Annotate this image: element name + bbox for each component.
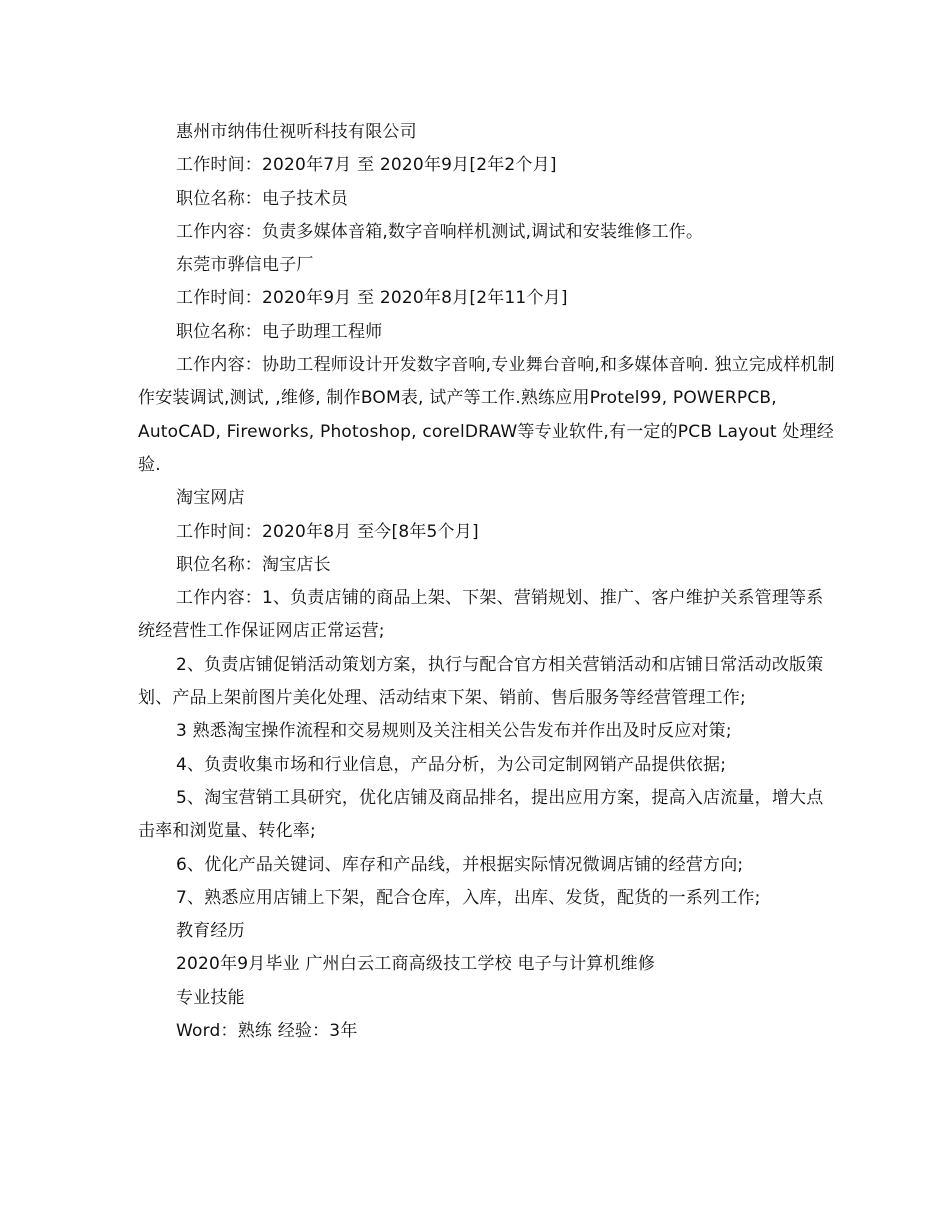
job-description: 工作内容：负责多媒体音箱,数字音响样机测试,调试和安装维修工作。 [176, 221, 704, 242]
section-heading-education: 教育经历 [176, 921, 245, 942]
section-heading-skills: 专业技能 [176, 987, 245, 1008]
duty-item: 4、负责收集市场和行业信息，产品分析，为公司定制网销产品提供依据; [176, 754, 727, 775]
resume-body [138, 116, 838, 1048]
education-entry: 2020年9月毕业 广州白云工商高级技工学校 电子与计算机维修 [176, 954, 656, 975]
duty-item: 2、负责店铺促销活动策划方案，执行与配合官方相关营销活动和店铺日常活动改版策划、产品上架前图片美化处理、活动结束下架、销前、售后服务等经营管理工作; [138, 654, 824, 709]
duty-item: 7、熟悉应用店铺上下架，配合仓库，入库，出库、发货，配货的一系列工作; [176, 887, 761, 908]
job-title: 职位名称：淘宝店长 [176, 554, 331, 575]
work-period: 工作时间：2020年7月 至 2020年9月[2年2个月] [176, 155, 557, 176]
company-name: 淘宝网店 [176, 488, 245, 509]
work-period: 工作时间：2020年8月 至今[8年5个月] [176, 521, 479, 542]
company-name: 惠州市纳伟仕视听科技有限公司 [176, 122, 417, 142]
job-title: 职位名称：电子助理工程师 [176, 321, 383, 342]
work-period: 工作时间：2020年9月 至 2020年8月[2年11个月] [176, 288, 568, 309]
skill-entry: Word：熟练 经验：3年 [176, 1021, 358, 1042]
duty-item: 5、淘宝营销工具研究，优化店铺及商品排名，提出应用方案，提高入店流量，增大点击率和浏览量、转化率; [138, 787, 824, 842]
job-description: 工作内容：1、负责店铺的商品上架、下架、营销规划、推广、客户维护关系管理等系统经营性工作保证网店正常运营; [138, 588, 824, 642]
job-description: 工作内容：协助工程师设计开发数字音响,专业舞台音响,和多媒体音响. 独立完成样机制作安装调试,测试, ,维修, 制作BOM表, 试产等工作.熟练应用Protel99, POWERPCB, AutoCAD, Fireworks, Photoshop, corelDRAW等专业软件,有一定的PCB Layout 处理经验. [138, 355, 835, 475]
duty-item: 3 熟悉淘宝操作流程和交易规则及关注相关公告发布并作出及时反应对策; [176, 721, 732, 742]
company-name: 东莞市骅信电子厂 [176, 255, 314, 276]
job-title: 职位名称：电子技术员 [176, 188, 348, 209]
duty-item: 6、优化产品关键词、库存和产品线，并根据实际情况微调店铺的经营方向; [176, 854, 744, 875]
